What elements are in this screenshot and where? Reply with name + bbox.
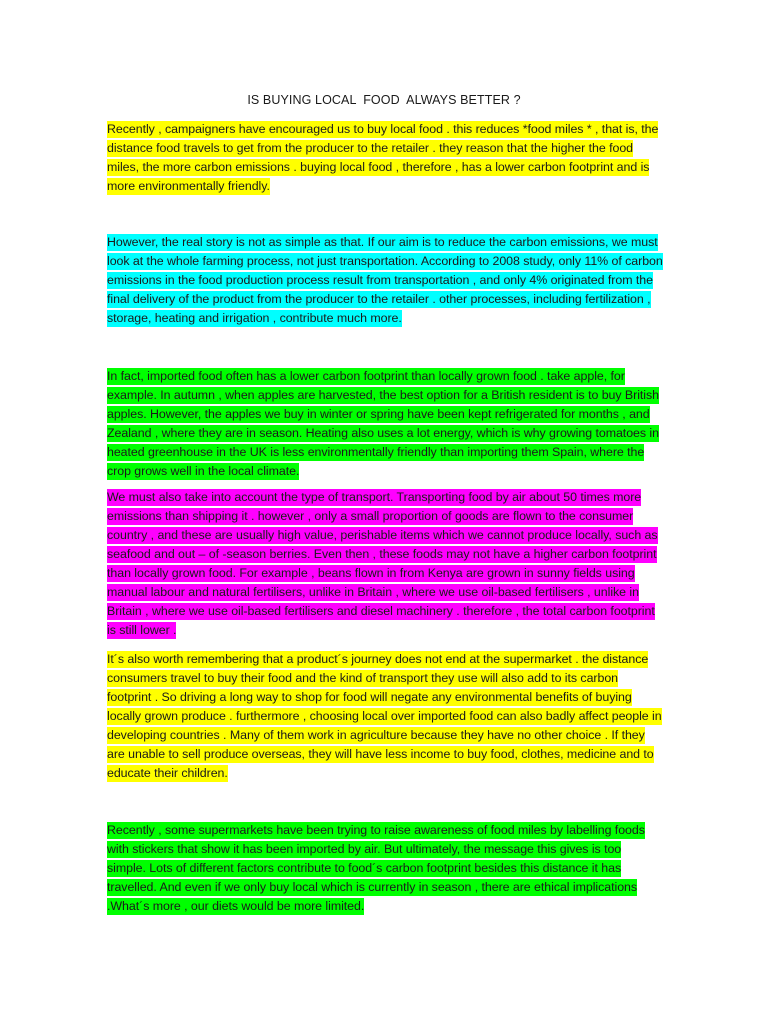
highlighted-text: It´s also worth remembering that a product´s journey does not end at the supermarket . the distance consumers travel to buy their food and the kind of transport they use will also add to its carbon footprint . So driving a long way to shop for food will negate any environmental benefits of buying locally grown produce . furthermore , choosing local over imported food can also badly affect people in developing countries . Many of them work in agriculture because they have no other choice . If they are unable to sell produce overseas, they will have less income to buy food, clothes, medicine and to educate their children.: [107, 652, 662, 780]
highlighted-text: Recently , some supermarkets have been trying to raise awareness of food miles by labelling foods with stickers that show it has been imported by air. But ultimately, the message this gives is too simple. Lots of different factors contribute to food´s carbon footprint besides this distance it has travelled. And even if we only buy local which is currently in season , there are ethical implications .What´s more , our diets would be more limited.: [107, 823, 645, 913]
paragraph-real-story: [107, 233, 663, 328]
paragraph-transport-type: [107, 488, 663, 640]
highlighted-text: We must also take into account the type of transport. Transporting food by air about 50 times more emissions than shipping it . however , only a small proportion of goods are flown to the consumer country , and these are usually high value, perishable items which we cannot produce locally, such as seafood and out – of -season berries. Even then , these foods may not have a higher carbon footprint than locally grown food. For example , beans flown in from Kenya are grown in sunny fields using manual labour and natural fertilisers, unlike in Britain , where we use oil-based fertilisers , unlike in Britain , where we use oil-based fertilisers and diesel machinery . therefore , the total carbon footprint is still lower .: [107, 490, 658, 637]
highlighted-text: However, the real story is not as simple as that. If our aim is to reduce the carbon emissions, we must look at the whole farming process, not just transportation. According to 2008 study, only 11% of carbon emissions in the food production process result from transportation , and only 4% originated from the final delivery of the product from the producer to the retailer . other processes, including fertilization , storage, heating and irrigation , contribute much more.: [107, 235, 663, 325]
paragraph-product-journey: [107, 650, 663, 783]
paragraph-imported-food: [107, 367, 663, 481]
highlighted-text: In fact, imported food often has a lower carbon footprint than locally grown food . take apple, for example. In autumn , when apples are harvested, the best option for a British resident is to buy British apples. However, the apples we buy in winter or spring have been kept refrigerated for months , and Zealand , where they are in season. Heating also uses a lot energy, which is why growing tomatoes in heated greenhouse in the UK is less environmentally friendly than importing them Spain, where the crop grows well in the local climate.: [107, 369, 659, 478]
paragraph-supermarket-labelling: [107, 821, 663, 916]
document-title: IS BUYING LOCAL FOOD ALWAYS BETTER ?: [247, 93, 521, 107]
paragraph-local-food-intro: [107, 120, 663, 196]
highlighted-text: Recently , campaigners have encouraged us to buy local food . this reduces *food miles * , that is, the distance food travels to get from the producer to the retailer . they reason that the higher the food miles, the more carbon emissions . buying local food , therefore , has a lower carbon footprint and is more environmentally friendly.: [107, 122, 659, 193]
